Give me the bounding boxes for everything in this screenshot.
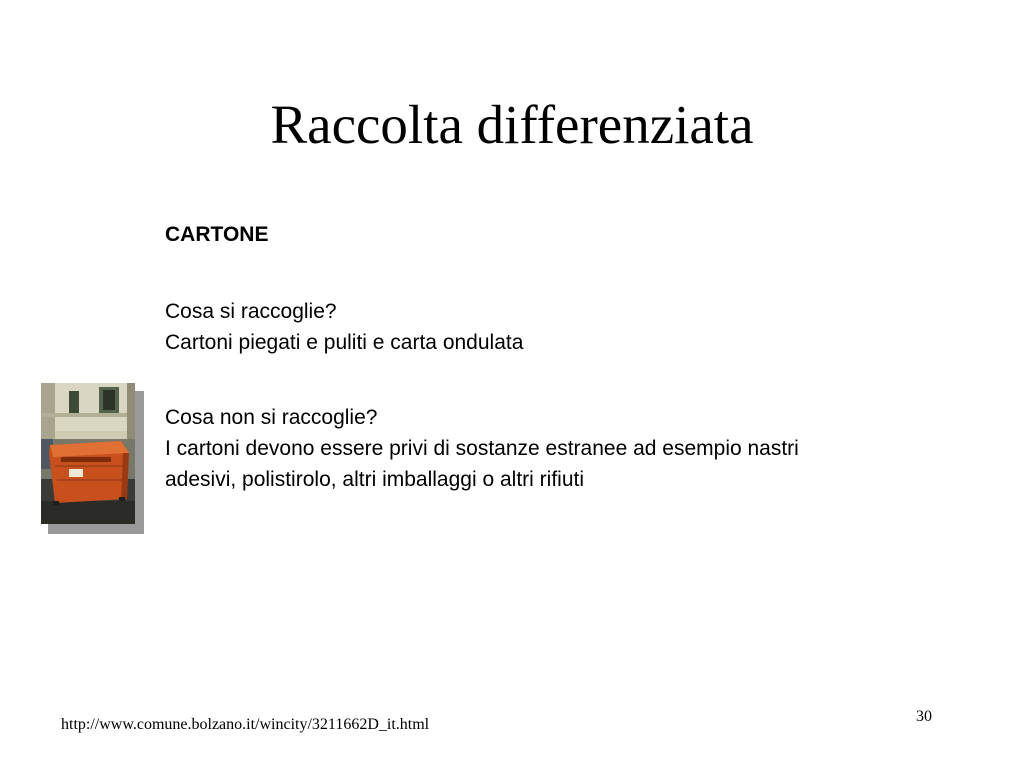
container-photo-icon — [41, 383, 135, 524]
page-number: 30 — [916, 708, 932, 725]
footer-url: http://www.comune.bolzano.it/wincity/3211662D_it.html — [61, 716, 430, 733]
collected-question: Cosa si raccoglie? — [165, 300, 337, 323]
slide-title: Raccolta differenziata — [270, 94, 754, 155]
collected-answer: Cartoni piegati e puliti e carta ondulata — [165, 331, 524, 354]
not-collected-question: Cosa non si raccoglie? — [165, 406, 378, 429]
collected-block — [165, 296, 523, 358]
not-collected-answer-line1: I cartoni devono essere privi di sostanze estranee ad esempio nastri — [165, 437, 799, 460]
not-collected-block — [165, 402, 965, 495]
not-collected-answer-line2: adesivi, polistirolo, altri imballaggi o altri rifiuti — [165, 468, 584, 491]
cardboard-container-photo — [41, 383, 144, 534]
section-heading: CARTONE — [165, 223, 269, 246]
